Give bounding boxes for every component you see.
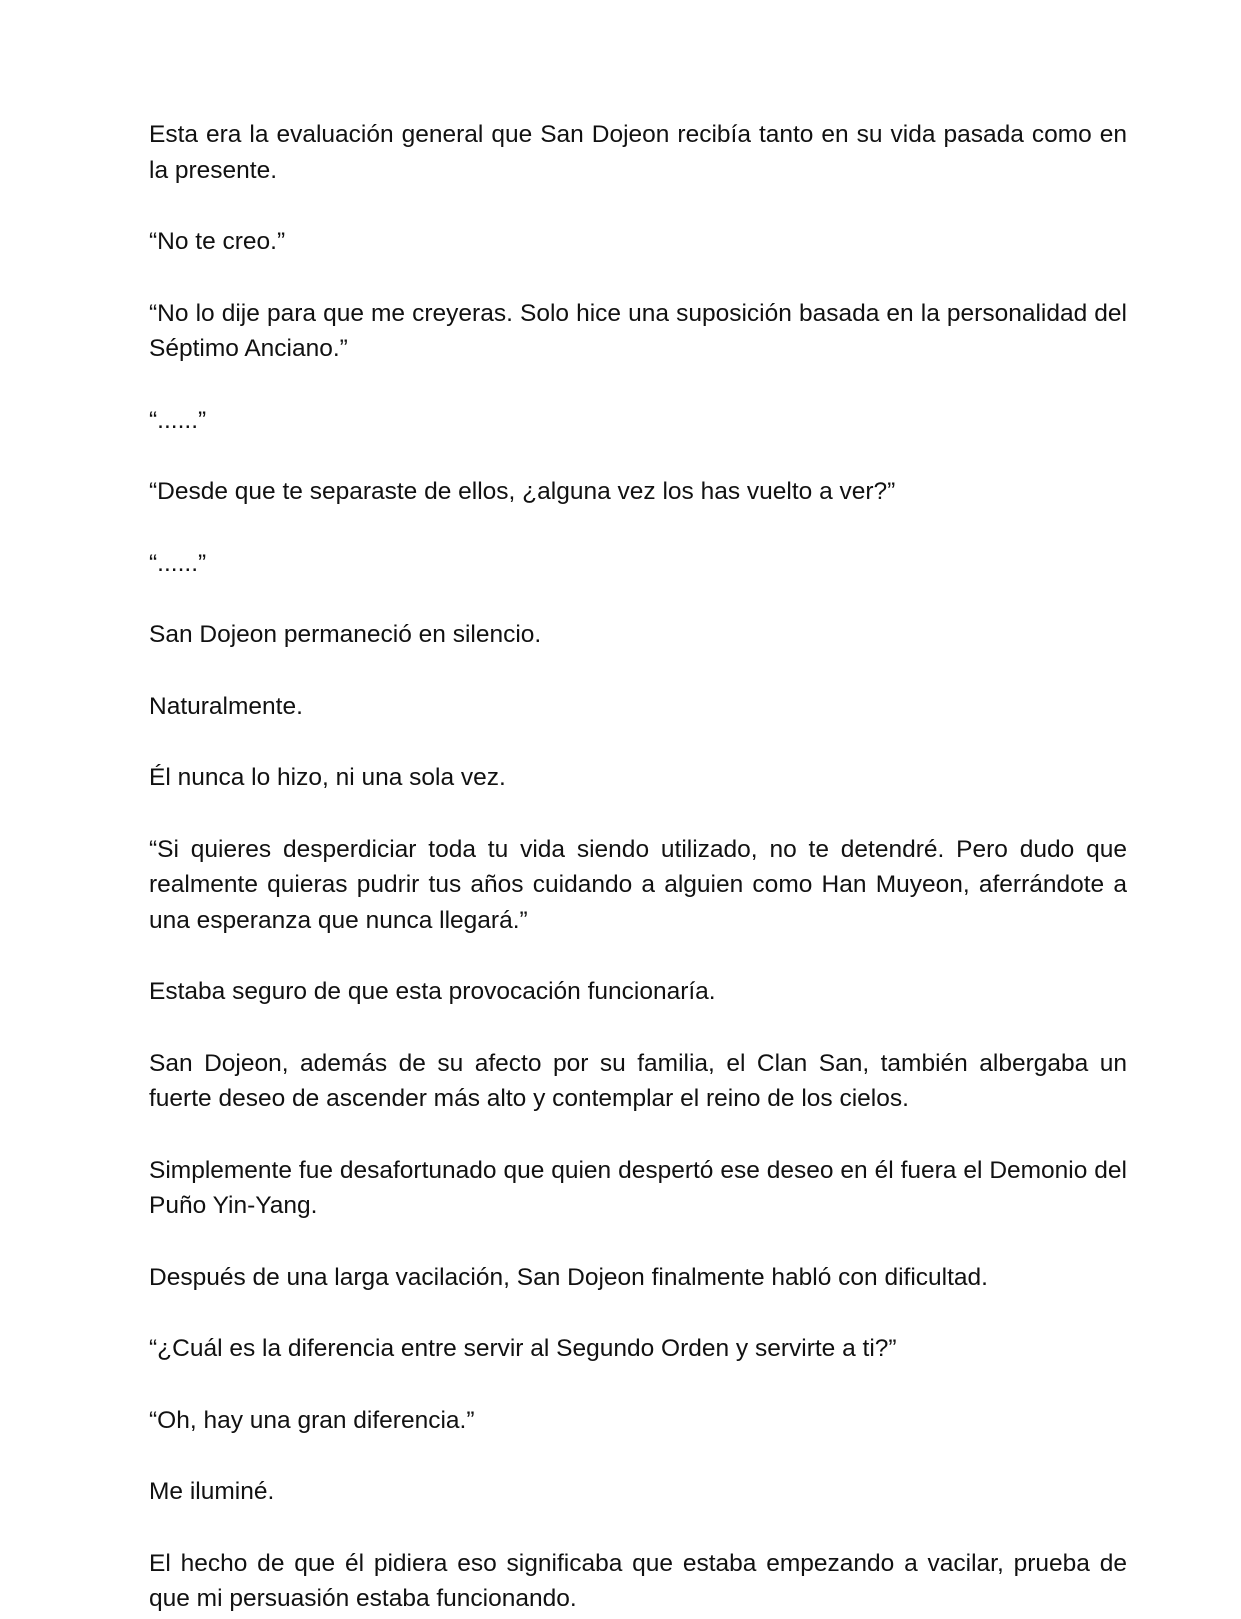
paragraph-7: San Dojeon permaneció en silencio. xyxy=(149,621,542,648)
paragraph-17: Me iluminé. xyxy=(149,1478,275,1505)
paragraph-14: Después de una larga vacilación, San Dojeon finalmente habló con dificultad. xyxy=(149,1263,988,1291)
paragraph-13: Simplemente fue desafortunado que quien despertó ese deseo en él fuera el Demonio del Puño Yin-Yang. xyxy=(149,1156,1127,1219)
paragraph-18: El hecho de que él pidiera eso significaba que estaba empezando a vacilar, prueba de que mi persuasión estaba funcionando. xyxy=(149,1549,1127,1612)
paragraph-12: San Dojeon, además de su afecto por su familia, el Clan San, también albergaba un fuerte deseo de ascender más alto y contemplar el reino de los cielos. xyxy=(149,1049,1127,1112)
paragraph-2: “No te creo.” xyxy=(149,228,286,255)
text-column xyxy=(149,117,1127,1617)
paragraph-1: Esta era la evaluación general que San Dojeon recibía tanto en su vida pasada como en la presente. xyxy=(149,121,1127,184)
paragraph-15: “¿Cuál es la diferencia entre servir al Segundo Orden y servirte a ti?” xyxy=(149,1335,897,1362)
paragraph-16: “Oh, hay una gran diferencia.” xyxy=(149,1406,475,1434)
paragraph-9: Él nunca lo hizo, ni una sola vez. xyxy=(149,764,506,791)
paragraph-10: “Si quieres desperdiciar toda tu vida siendo utilizado, no te detendré. Pero dudo que realmente quieras pudrir tus años cuidando a alguien como Han Muyeon, aferrándote a una esperanza que nunca llegará.” xyxy=(149,835,1127,934)
paragraph-4: “......” xyxy=(149,406,207,434)
paragraph-5: “Desde que te separaste de ellos, ¿alguna vez los has vuelto a ver?” xyxy=(149,478,896,505)
paragraph-8: Naturalmente. xyxy=(149,692,303,720)
paragraph-6: “......” xyxy=(149,549,207,577)
paragraph-3: “No lo dije para que me creyeras. Solo hice una suposición basada en la personalidad del Séptimo Anciano.” xyxy=(149,299,1127,362)
paragraph-11: Estaba seguro de que esta provocación funcionaría. xyxy=(149,978,716,1005)
